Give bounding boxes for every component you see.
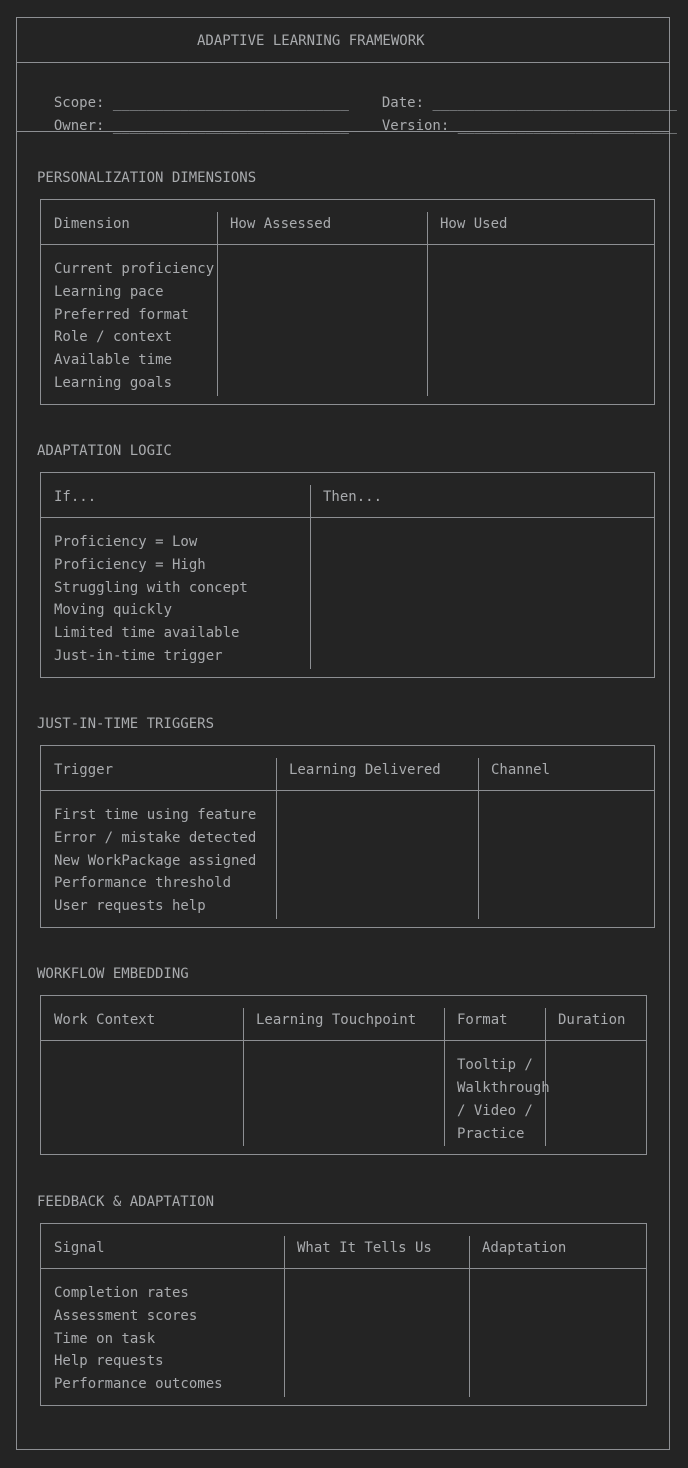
- header-learning-touchpoint: Learning Touchpoint: [256, 1012, 417, 1028]
- section-title-personalization: PERSONALIZATION DIMENSIONS: [37, 170, 257, 186]
- column-divider: [217, 212, 218, 396]
- column-divider: [478, 758, 479, 919]
- column-divider: [545, 1008, 546, 1146]
- triggers-table: [40, 745, 655, 928]
- owner-label: Owner:: [53, 118, 105, 134]
- date-blank: _____________________________: [432, 95, 677, 111]
- header-what-it-tells-us: What It Tells Us: [297, 1240, 432, 1256]
- column-divider: [276, 758, 277, 919]
- column-divider: [427, 212, 428, 396]
- title-divider: [16, 62, 670, 63]
- table-row: Assessment scores: [54, 1308, 198, 1324]
- table-row: New WorkPackage assigned: [54, 853, 257, 869]
- header-divider: [41, 790, 654, 791]
- scope-label: Scope:: [53, 95, 105, 111]
- feedback-table: [40, 1223, 647, 1406]
- column-divider: [284, 1236, 285, 1397]
- section-title-triggers: JUST-IN-TIME TRIGGERS: [37, 716, 215, 732]
- version-label: Version:: [381, 118, 450, 134]
- header-divider: [41, 244, 654, 245]
- format-line: Practice: [457, 1126, 525, 1142]
- owner-field: [37, 102, 349, 134]
- section-title-workflow: WORKFLOW EMBEDDING: [37, 966, 189, 982]
- column-divider: [469, 1236, 470, 1397]
- scope-blank: ____________________________: [112, 95, 349, 111]
- section-title-feedback: FEEDBACK & ADAPTATION: [37, 1194, 215, 1210]
- workflow-table: [40, 995, 647, 1155]
- column-divider: [444, 1008, 445, 1146]
- document-title: ADAPTIVE LEARNING FRAMEWORK: [197, 33, 425, 49]
- column-divider: [243, 1008, 244, 1146]
- header-divider: [41, 1268, 646, 1269]
- table-row: Completion rates: [54, 1285, 189, 1301]
- header-adaptation: Adaptation: [482, 1240, 567, 1256]
- header-duration: Duration: [558, 1012, 626, 1028]
- table-row: Role / context: [54, 329, 173, 345]
- format-line: / Video /: [457, 1103, 533, 1119]
- column-divider: [310, 485, 311, 669]
- table-row: Help requests: [54, 1353, 164, 1369]
- header-how-assessed: How Assessed: [230, 216, 332, 232]
- version-field: [365, 102, 677, 134]
- version-blank: __________________________: [457, 118, 677, 134]
- table-row: Proficiency = High: [54, 557, 206, 573]
- table-row: Error / mistake detected: [54, 830, 257, 846]
- table-row: Performance threshold: [54, 875, 232, 891]
- header-divider: [41, 517, 654, 518]
- table-row: Learning pace: [54, 284, 164, 300]
- table-row: Proficiency = Low: [54, 534, 198, 550]
- meta-divider: [16, 131, 670, 132]
- date-label: Date:: [381, 95, 425, 111]
- header-if: If...: [54, 489, 97, 505]
- header-how-used: How Used: [440, 216, 508, 232]
- table-row: Performance outcomes: [54, 1376, 223, 1392]
- header-trigger: Trigger: [54, 762, 114, 778]
- header-format: Format: [457, 1012, 508, 1028]
- table-row: Learning goals: [54, 375, 173, 391]
- header-dimension: Dimension: [54, 216, 130, 232]
- format-line: Tooltip /: [457, 1057, 533, 1073]
- header-work-context: Work Context: [54, 1012, 156, 1028]
- adaptation-logic-table: [40, 472, 655, 678]
- personalization-table: [40, 199, 655, 405]
- table-row: Struggling with concept: [54, 580, 248, 596]
- format-line: Walkthrough: [457, 1080, 550, 1096]
- table-row: Current proficiency: [54, 261, 215, 277]
- header-signal: Signal: [54, 1240, 105, 1256]
- header-divider: [41, 1040, 646, 1041]
- header-then: Then...: [323, 489, 383, 505]
- table-row: Limited time available: [54, 625, 240, 641]
- header-learning-delivered: Learning Delivered: [289, 762, 441, 778]
- header-channel: Channel: [491, 762, 551, 778]
- table-row: Time on task: [54, 1331, 156, 1347]
- table-row: Moving quickly: [54, 602, 173, 618]
- table-row: User requests help: [54, 898, 206, 914]
- owner-blank: ____________________________: [112, 118, 349, 134]
- table-row: First time using feature: [54, 807, 257, 823]
- table-row: Just-in-time trigger: [54, 648, 223, 664]
- table-row: Available time: [54, 352, 173, 368]
- section-title-adaptation-logic: ADAPTATION LOGIC: [37, 443, 172, 459]
- table-row: Preferred format: [54, 307, 189, 323]
